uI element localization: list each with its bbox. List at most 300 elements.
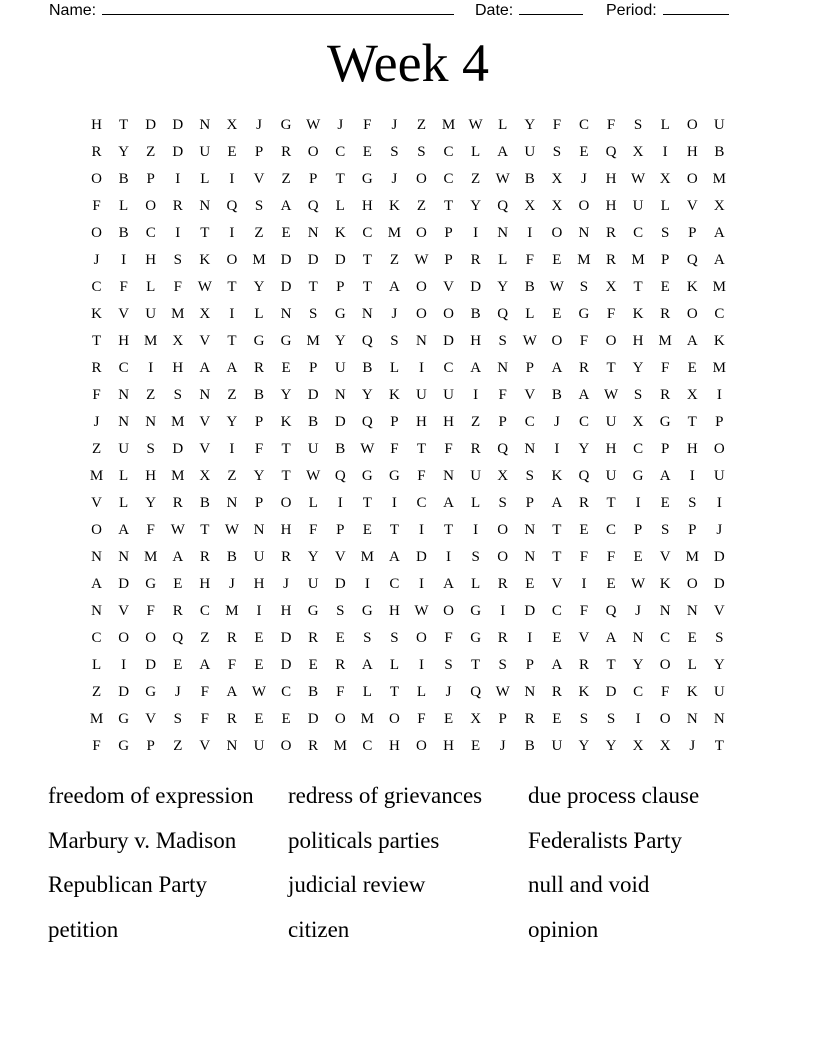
grid-letter[interactable]: J (581, 171, 587, 187)
date-blank[interactable] (519, 0, 583, 15)
grid-letter[interactable]: D (416, 549, 427, 565)
grid-letter[interactable]: W (468, 117, 483, 133)
grid-letter[interactable]: S (498, 657, 507, 673)
grid-letter[interactable]: E (335, 630, 345, 646)
grid-letter[interactable]: Q (578, 468, 590, 484)
grid-letter[interactable]: C (660, 630, 671, 646)
grid-letter[interactable]: R (172, 198, 183, 214)
grid-letter[interactable]: L (119, 468, 129, 484)
grid-letter[interactable]: I (229, 225, 235, 241)
grid-letter[interactable]: F (661, 684, 670, 700)
grid-letter[interactable]: O (443, 603, 454, 619)
grid-letter[interactable]: O (416, 225, 427, 241)
grid-letter[interactable]: I (229, 306, 235, 322)
grid-letter[interactable]: B (524, 279, 535, 295)
grid-letter[interactable]: J (174, 684, 181, 700)
grid-letter[interactable]: R (578, 360, 589, 376)
grid-letter[interactable]: V (118, 306, 130, 322)
grid-letter[interactable]: S (498, 333, 507, 349)
grid-letter[interactable]: F (200, 711, 210, 727)
grid-letter[interactable]: T (281, 468, 291, 484)
name-field[interactable] (49, 0, 454, 20)
grid-letter[interactable]: Z (416, 198, 427, 214)
grid-letter[interactable]: D (307, 252, 319, 268)
grid-letter[interactable]: X (659, 171, 671, 187)
grid-letter[interactable]: N (632, 630, 644, 646)
grid-letter[interactable]: U (524, 144, 536, 160)
grid-letter[interactable]: S (390, 333, 399, 349)
grid-letter[interactable]: Y (280, 387, 292, 403)
grid-letter[interactable]: A (605, 630, 617, 646)
grid-letter[interactable]: E (606, 576, 616, 592)
grid-letter[interactable]: H (416, 414, 427, 430)
grid-letter[interactable]: S (390, 144, 399, 160)
grid-letter[interactable]: Z (227, 387, 237, 403)
grid-letter[interactable]: P (633, 522, 643, 538)
grid-letter[interactable]: L (389, 657, 399, 673)
grid-letter[interactable]: C (551, 603, 562, 619)
grid-letter[interactable]: D (118, 576, 130, 592)
grid-letter[interactable]: O (605, 333, 617, 349)
grid-letter[interactable]: D (145, 117, 157, 133)
grid-letter[interactable]: F (661, 360, 670, 376)
grid-letter[interactable]: N (416, 333, 427, 349)
grid-letter[interactable]: B (254, 387, 265, 403)
grid-letter[interactable]: E (308, 657, 318, 673)
grid-letter[interactable]: O (443, 306, 454, 322)
grid-letter[interactable]: N (118, 549, 130, 565)
grid-letter[interactable]: M (712, 279, 726, 295)
grid-letter[interactable]: R (497, 576, 508, 592)
grid-letter[interactable]: K (578, 684, 590, 700)
grid-letter[interactable]: Q (686, 252, 698, 268)
grid-letter[interactable]: R (172, 603, 183, 619)
grid-letter[interactable]: W (197, 279, 212, 295)
grid-letter[interactable]: Z (91, 684, 102, 700)
grid-letter[interactable]: S (633, 117, 643, 133)
grid-letter[interactable]: S (390, 630, 399, 646)
grid-letter[interactable]: U (253, 738, 265, 754)
grid-letter[interactable]: X (632, 144, 644, 160)
grid-letter[interactable]: H (443, 414, 454, 430)
grid-letter[interactable]: F (525, 252, 534, 268)
grid-letter[interactable]: H (686, 441, 698, 457)
grid-letter[interactable]: Q (361, 414, 373, 430)
grid-letter[interactable]: E (281, 225, 291, 241)
grid-letter[interactable]: S (173, 711, 182, 727)
grid-letter[interactable]: M (171, 414, 185, 430)
grid-letter[interactable]: A (388, 279, 400, 295)
grid-letter[interactable]: A (199, 360, 211, 376)
grid-letter[interactable]: F (579, 603, 589, 619)
grid-letter[interactable]: L (416, 684, 427, 700)
grid-letter[interactable]: N (497, 360, 509, 376)
grid-letter[interactable]: J (391, 306, 398, 322)
grid-letter[interactable]: P (661, 252, 670, 268)
grid-letter[interactable]: R (199, 549, 210, 565)
grid-letter[interactable]: L (525, 306, 535, 322)
grid-letter[interactable]: N (361, 306, 373, 322)
grid-letter[interactable]: O (416, 738, 427, 754)
grid-letter[interactable]: D (470, 279, 482, 295)
grid-letter[interactable]: N (199, 387, 211, 403)
grid-letter[interactable]: S (661, 522, 670, 538)
grid-letter[interactable]: F (146, 603, 155, 619)
grid-letter[interactable]: N (307, 225, 319, 241)
grid-letter[interactable]: P (661, 441, 670, 457)
grid-letter[interactable]: A (686, 333, 698, 349)
grid-letter[interactable]: O (416, 306, 427, 322)
grid-letter[interactable]: F (390, 441, 399, 457)
grid-letter[interactable]: F (579, 333, 589, 349)
grid-letter[interactable]: L (91, 657, 102, 673)
grid-letter[interactable]: G (632, 468, 644, 484)
grid-letter[interactable]: D (280, 630, 292, 646)
grid-letter[interactable]: I (256, 603, 262, 619)
grid-letter[interactable]: W (495, 684, 510, 700)
grid-letter[interactable]: Y (361, 387, 373, 403)
grid-letter[interactable]: C (578, 414, 589, 430)
grid-letter[interactable]: C (443, 144, 454, 160)
grid-letter[interactable]: Y (605, 738, 617, 754)
grid-letter[interactable]: S (579, 279, 589, 295)
grid-letter[interactable]: F (444, 630, 453, 646)
grid-letter[interactable]: R (335, 657, 346, 673)
grid-letter[interactable]: F (444, 441, 453, 457)
grid-letter[interactable]: F (606, 549, 616, 565)
grid-letter[interactable]: B (308, 684, 319, 700)
grid-letter[interactable]: R (606, 225, 617, 241)
grid-letter[interactable]: M (387, 225, 402, 241)
grid-letter[interactable]: E (552, 630, 562, 646)
grid-letter[interactable]: O (307, 144, 319, 160)
grid-letter[interactable]: V (118, 603, 130, 619)
grid-letter[interactable]: N (91, 603, 102, 619)
grid-letter[interactable]: I (418, 360, 424, 376)
grid-letter[interactable]: H (388, 603, 400, 619)
grid-letter[interactable]: S (336, 603, 345, 619)
grid-letter[interactable]: T (362, 279, 372, 295)
grid-letter[interactable]: N (199, 198, 211, 214)
grid-letter[interactable]: T (335, 171, 345, 187)
grid-letter[interactable]: S (525, 468, 534, 484)
grid-letter[interactable]: N (713, 711, 725, 727)
grid-letter[interactable]: T (389, 522, 399, 538)
grid-letter[interactable]: R (578, 495, 589, 511)
grid-letter[interactable]: L (660, 198, 670, 214)
grid-letter[interactable]: L (119, 495, 129, 511)
grid-letter[interactable]: F (200, 684, 210, 700)
grid-letter[interactable]: H (605, 441, 617, 457)
grid-letter[interactable]: Y (226, 414, 238, 430)
grid-letter[interactable]: I (554, 441, 560, 457)
grid-letter[interactable]: M (306, 333, 320, 349)
grid-letter[interactable]: O (686, 171, 698, 187)
grid-letter[interactable]: R (470, 252, 481, 268)
grid-letter[interactable]: P (688, 522, 697, 538)
grid-letter[interactable]: D (524, 603, 536, 619)
grid-letter[interactable]: A (199, 657, 211, 673)
grid-letter[interactable]: L (498, 252, 508, 268)
grid-letter[interactable]: N (524, 522, 536, 538)
grid-letter[interactable]: Q (361, 333, 373, 349)
grid-letter[interactable]: C (606, 522, 617, 538)
grid-letter[interactable]: F (254, 441, 264, 457)
grid-letter[interactable]: T (91, 333, 102, 349)
grid-letter[interactable]: V (334, 549, 346, 565)
grid-letter[interactable]: C (578, 117, 589, 133)
grid-letter[interactable]: E (471, 738, 481, 754)
grid-letter[interactable]: L (308, 495, 318, 511)
grid-letter[interactable]: P (254, 414, 264, 430)
grid-letter[interactable]: X (632, 738, 644, 754)
grid-letter[interactable]: F (606, 306, 616, 322)
grid-letter[interactable]: N (524, 441, 536, 457)
grid-letter[interactable]: D (334, 252, 346, 268)
grid-letter[interactable]: P (525, 360, 534, 376)
grid-letter[interactable]: Z (146, 387, 156, 403)
grid-letter[interactable]: P (390, 414, 399, 430)
grid-letter[interactable]: I (337, 495, 343, 511)
grid-letter[interactable]: M (144, 333, 158, 349)
grid-letter[interactable]: A (551, 657, 563, 673)
grid-letter[interactable]: S (579, 711, 589, 727)
grid-letter[interactable]: O (686, 576, 698, 592)
grid-letter[interactable]: M (89, 711, 104, 727)
grid-letter[interactable]: Q (497, 198, 509, 214)
grid-letter[interactable]: O (280, 738, 292, 754)
grid-letter[interactable]: D (713, 549, 725, 565)
grid-letter[interactable]: N (686, 711, 698, 727)
grid-letter[interactable]: O (91, 171, 102, 187)
grid-letter[interactable]: G (280, 333, 292, 349)
grid-letter[interactable]: H (470, 333, 482, 349)
grid-letter[interactable]: F (498, 387, 507, 403)
grid-letter[interactable]: J (93, 252, 100, 268)
grid-letter[interactable]: Q (605, 144, 617, 160)
grid-letter[interactable]: K (551, 468, 563, 484)
grid-letter[interactable]: W (306, 117, 321, 133)
grid-letter[interactable]: I (418, 522, 424, 538)
grid-letter[interactable]: F (336, 684, 345, 700)
grid-letter[interactable]: C (633, 684, 644, 700)
grid-letter[interactable]: F (119, 279, 128, 295)
grid-letter[interactable]: F (92, 198, 101, 214)
grid-letter[interactable]: J (635, 603, 642, 619)
grid-letter[interactable]: Z (173, 738, 183, 754)
grid-letter[interactable]: H (388, 738, 400, 754)
grid-letter[interactable]: Q (334, 468, 346, 484)
grid-letter[interactable]: Z (227, 468, 237, 484)
grid-letter[interactable]: E (173, 657, 183, 673)
grid-letter[interactable]: M (333, 738, 347, 754)
grid-letter[interactable]: I (527, 630, 533, 646)
grid-letter[interactable]: O (686, 117, 698, 133)
grid-letter[interactable]: S (661, 225, 670, 241)
grid-letter[interactable]: I (581, 576, 587, 592)
grid-letter[interactable]: R (172, 495, 183, 511)
grid-letter[interactable]: L (471, 144, 481, 160)
grid-letter[interactable]: R (578, 657, 589, 673)
grid-letter[interactable]: Z (471, 414, 481, 430)
grid-letter[interactable]: S (633, 387, 643, 403)
grid-letter[interactable]: T (119, 117, 129, 133)
grid-letter[interactable]: C (91, 630, 102, 646)
grid-letter[interactable]: S (417, 144, 426, 160)
grid-letter[interactable]: D (605, 684, 617, 700)
grid-letter[interactable]: A (280, 198, 292, 214)
grid-letter[interactable]: E (281, 360, 291, 376)
grid-letter[interactable]: T (362, 495, 372, 511)
grid-letter[interactable]: Y (470, 198, 482, 214)
grid-letter[interactable]: M (252, 252, 266, 268)
grid-letter[interactable]: A (118, 522, 130, 538)
grid-letter[interactable]: I (418, 576, 424, 592)
grid-letter[interactable]: C (633, 441, 644, 457)
grid-letter[interactable]: B (714, 144, 725, 160)
grid-letter[interactable]: H (361, 198, 373, 214)
grid-letter[interactable]: R (660, 387, 671, 403)
grid-letter[interactable]: I (229, 171, 235, 187)
grid-letter[interactable]: F (363, 117, 372, 133)
grid-letter[interactable]: I (446, 549, 452, 565)
grid-letter[interactable]: M (441, 117, 456, 133)
grid-letter[interactable]: R (551, 684, 562, 700)
grid-letter[interactable]: K (686, 684, 698, 700)
grid-letter[interactable]: Y (497, 279, 509, 295)
grid-letter[interactable]: W (631, 576, 646, 592)
grid-letter[interactable]: I (148, 360, 154, 376)
grid-letter[interactable]: C (416, 495, 427, 511)
grid-letter[interactable]: P (254, 495, 264, 511)
grid-letter[interactable]: G (118, 711, 130, 727)
grid-letter[interactable]: Y (713, 657, 725, 673)
grid-letter[interactable]: J (337, 117, 344, 133)
grid-letter[interactable]: F (173, 279, 182, 295)
grid-letter[interactable]: A (443, 576, 454, 592)
grid-letter[interactable]: H (199, 576, 211, 592)
grid-letter[interactable]: V (199, 414, 211, 430)
grid-letter[interactable]: N (253, 522, 265, 538)
grid-letter[interactable]: A (470, 360, 482, 376)
grid-letter[interactable]: N (578, 225, 590, 241)
grid-letter[interactable]: I (175, 225, 181, 241)
date-field[interactable] (475, 0, 583, 20)
grid-letter[interactable]: I (500, 603, 506, 619)
grid-letter[interactable]: T (443, 198, 454, 214)
grid-letter[interactable]: W (631, 171, 646, 187)
grid-letter[interactable]: H (686, 144, 698, 160)
grid-letter[interactable]: R (660, 306, 671, 322)
grid-letter[interactable]: F (308, 522, 318, 538)
grid-letter[interactable]: G (334, 306, 346, 322)
grid-letter[interactable]: Z (146, 144, 156, 160)
grid-letter[interactable]: E (660, 495, 670, 511)
grid-letter[interactable]: O (686, 306, 698, 322)
grid-letter[interactable]: N (91, 549, 102, 565)
grid-letter[interactable]: H (605, 171, 617, 187)
grid-letter[interactable]: A (388, 549, 400, 565)
grid-letter[interactable]: I (635, 711, 641, 727)
grid-letter[interactable]: O (551, 333, 563, 349)
grid-letter[interactable]: P (336, 279, 345, 295)
grid-letter[interactable]: G (280, 117, 292, 133)
grid-letter[interactable]: U (551, 738, 563, 754)
grid-letter[interactable]: K (280, 414, 292, 430)
grid-letter[interactable]: I (527, 225, 533, 241)
grid-letter[interactable]: Q (172, 630, 184, 646)
grid-letter[interactable]: I (364, 576, 370, 592)
grid-letter[interactable]: N (659, 603, 671, 619)
grid-letter[interactable]: I (121, 657, 127, 673)
grid-letter[interactable]: U (199, 144, 211, 160)
grid-letter[interactable]: G (388, 468, 400, 484)
grid-letter[interactable]: F (146, 522, 155, 538)
grid-letter[interactable]: X (605, 279, 617, 295)
grid-letter[interactable]: X (524, 198, 536, 214)
grid-letter[interactable]: G (361, 603, 373, 619)
grid-letter[interactable]: L (687, 657, 697, 673)
grid-letter[interactable]: C (633, 225, 644, 241)
grid-letter[interactable]: A (578, 387, 590, 403)
grid-letter[interactable]: E (173, 576, 183, 592)
grid-letter[interactable]: J (716, 522, 723, 538)
grid-letter[interactable]: W (306, 468, 321, 484)
grid-letter[interactable]: G (145, 576, 157, 592)
grid-letter[interactable]: W (360, 441, 375, 457)
grid-letter[interactable]: A (497, 144, 509, 160)
grid-letter[interactable]: P (498, 414, 507, 430)
grid-letter[interactable]: L (498, 117, 508, 133)
grid-letter[interactable]: U (118, 441, 130, 457)
grid-letter[interactable]: V (686, 198, 698, 214)
grid-letter[interactable]: S (552, 144, 562, 160)
grid-letter[interactable]: L (471, 495, 481, 511)
grid-letter[interactable]: C (91, 279, 102, 295)
grid-letter[interactable]: U (416, 387, 427, 403)
grid-letter[interactable]: Z (471, 171, 481, 187)
grid-letter[interactable]: L (362, 684, 372, 700)
grid-letter[interactable]: C (281, 684, 292, 700)
grid-letter[interactable]: D (280, 279, 292, 295)
grid-letter[interactable]: N (226, 738, 238, 754)
grid-letter[interactable]: W (414, 603, 429, 619)
grid-letter[interactable]: N (118, 387, 130, 403)
grid-letter[interactable]: V (578, 630, 590, 646)
grid-letter[interactable]: T (443, 522, 454, 538)
grid-letter[interactable]: I (121, 252, 127, 268)
grid-letter[interactable]: H (632, 333, 644, 349)
grid-letter[interactable]: K (388, 387, 400, 403)
grid-letter[interactable]: G (118, 738, 130, 754)
grid-letter[interactable]: M (631, 252, 645, 268)
grid-letter[interactable]: K (659, 576, 671, 592)
grid-letter[interactable]: F (417, 711, 426, 727)
grid-letter[interactable]: Y (578, 738, 590, 754)
grid-letter[interactable]: W (495, 171, 510, 187)
grid-letter[interactable]: Z (281, 171, 291, 187)
grid-letter[interactable]: C (524, 414, 535, 430)
grid-letter[interactable]: M (360, 549, 374, 565)
grid-letter[interactable]: P (525, 657, 534, 673)
grid-letter[interactable]: Q (226, 198, 238, 214)
grid-letter[interactable]: X (199, 306, 211, 322)
grid-letter[interactable]: V (659, 549, 671, 565)
grid-letter[interactable]: Y (632, 360, 644, 376)
grid-letter[interactable]: F (579, 549, 589, 565)
grid-letter[interactable]: M (171, 468, 185, 484)
grid-letter[interactable]: T (362, 252, 372, 268)
